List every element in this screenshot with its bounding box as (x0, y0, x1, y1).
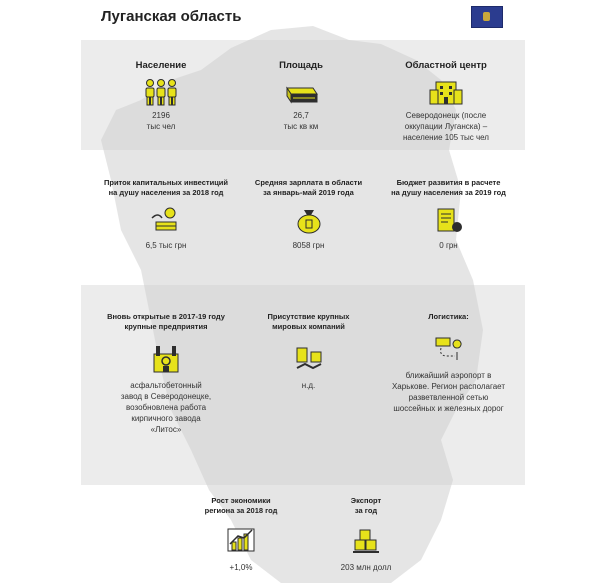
new-enterprises-line5: «Литос» (150, 425, 182, 434)
investment-block (91, 178, 241, 251)
new-enterprises-label-line1: Вновь открытые в 2017-19 году (107, 312, 225, 321)
logistics-line2: Харькове. Регион располагает (391, 382, 506, 391)
area-icon (283, 78, 319, 106)
export-label-line2: за год (354, 506, 378, 515)
area-unit: тыс кв км (283, 122, 319, 131)
infographic-sheet (81, 0, 525, 583)
logistics-icon (433, 334, 465, 364)
investment-value: 6,5 тыс грн (145, 241, 187, 250)
global-companies-value: н.д. (301, 381, 316, 390)
new-enterprises-line1: асфальтобетонный (130, 381, 202, 390)
export-block (306, 496, 426, 573)
regional-center-line3: население 105 тыс чел (403, 133, 489, 142)
export-value: 203 млн долл (340, 563, 392, 572)
economic-growth-value: +1,0% (229, 563, 253, 572)
budget-label-line1: Бюджет развития в расчете (396, 178, 501, 187)
logistics-line4: шоссейных и железных дорог (393, 404, 504, 413)
city-building-icon (428, 78, 464, 106)
regional-center-label: Областной центр (405, 60, 487, 71)
area-value: 26,7 (293, 111, 309, 120)
global-companies-label-line2: мировых компаний (272, 322, 345, 331)
regional-center-line2: оккупации Луганска) – (404, 122, 488, 131)
page-title: Луганская область (101, 8, 242, 25)
logistics-block (376, 312, 521, 414)
area-label: Площадь (279, 60, 323, 71)
enterprise-icon (150, 344, 182, 374)
handshake-icon (293, 344, 325, 374)
investment-label-line2: на душу населения за 2018 год (108, 188, 224, 197)
economic-growth-label-line1: Рост экономики (211, 496, 271, 505)
regional-center-block (371, 60, 521, 143)
regional-center-line1: Северодонецк (после (405, 111, 487, 120)
salary-label-line1: Средняя зарплата в области (254, 178, 363, 187)
new-enterprises-block (91, 312, 241, 435)
growth-chart-icon (226, 526, 256, 554)
economic-growth-block (171, 496, 311, 573)
export-label-line1: Экспорт (350, 496, 382, 505)
logistics-line3: разветвленной сетью (408, 393, 489, 402)
global-companies-label-line1: Присутствие крупных (267, 312, 350, 321)
population-block (91, 60, 231, 132)
salary-value: 8058 грн (292, 241, 325, 250)
economic-growth-label-line2: региона за 2018 год (204, 506, 278, 515)
population-unit: тыс чел (146, 122, 176, 131)
logistics-line1: ближайший аэропорт в (405, 371, 492, 380)
new-enterprises-label-line2: крупные предприятия (124, 322, 208, 331)
budget-block (376, 178, 521, 251)
budget-value: 0 грн (439, 241, 458, 250)
area-block (231, 60, 371, 132)
new-enterprises-line4: кирпичного завода (131, 414, 201, 423)
salary-label-line2: за январь-май 2019 года (263, 188, 354, 197)
salary-block (241, 178, 376, 251)
global-companies-block (241, 312, 376, 391)
coat-of-arms-icon (483, 12, 490, 21)
investment-icon (150, 206, 182, 234)
investment-label-line1: Приток капитальных инвестиций (103, 178, 229, 187)
population-value: 2196 (152, 111, 170, 120)
logistics-label: Логистика: (428, 312, 469, 321)
new-enterprises-line2: завод в Северодонецке, (120, 392, 212, 401)
budget-icon (433, 206, 465, 234)
population-label: Население (135, 60, 187, 71)
export-boxes-icon (351, 526, 381, 554)
budget-label-line2: на душу населения за 2019 год (391, 188, 506, 197)
luhansk-flag (471, 6, 503, 28)
population-icon (143, 78, 179, 106)
salary-bag-icon (293, 206, 325, 234)
new-enterprises-line3: возобновлена работа (125, 403, 207, 412)
